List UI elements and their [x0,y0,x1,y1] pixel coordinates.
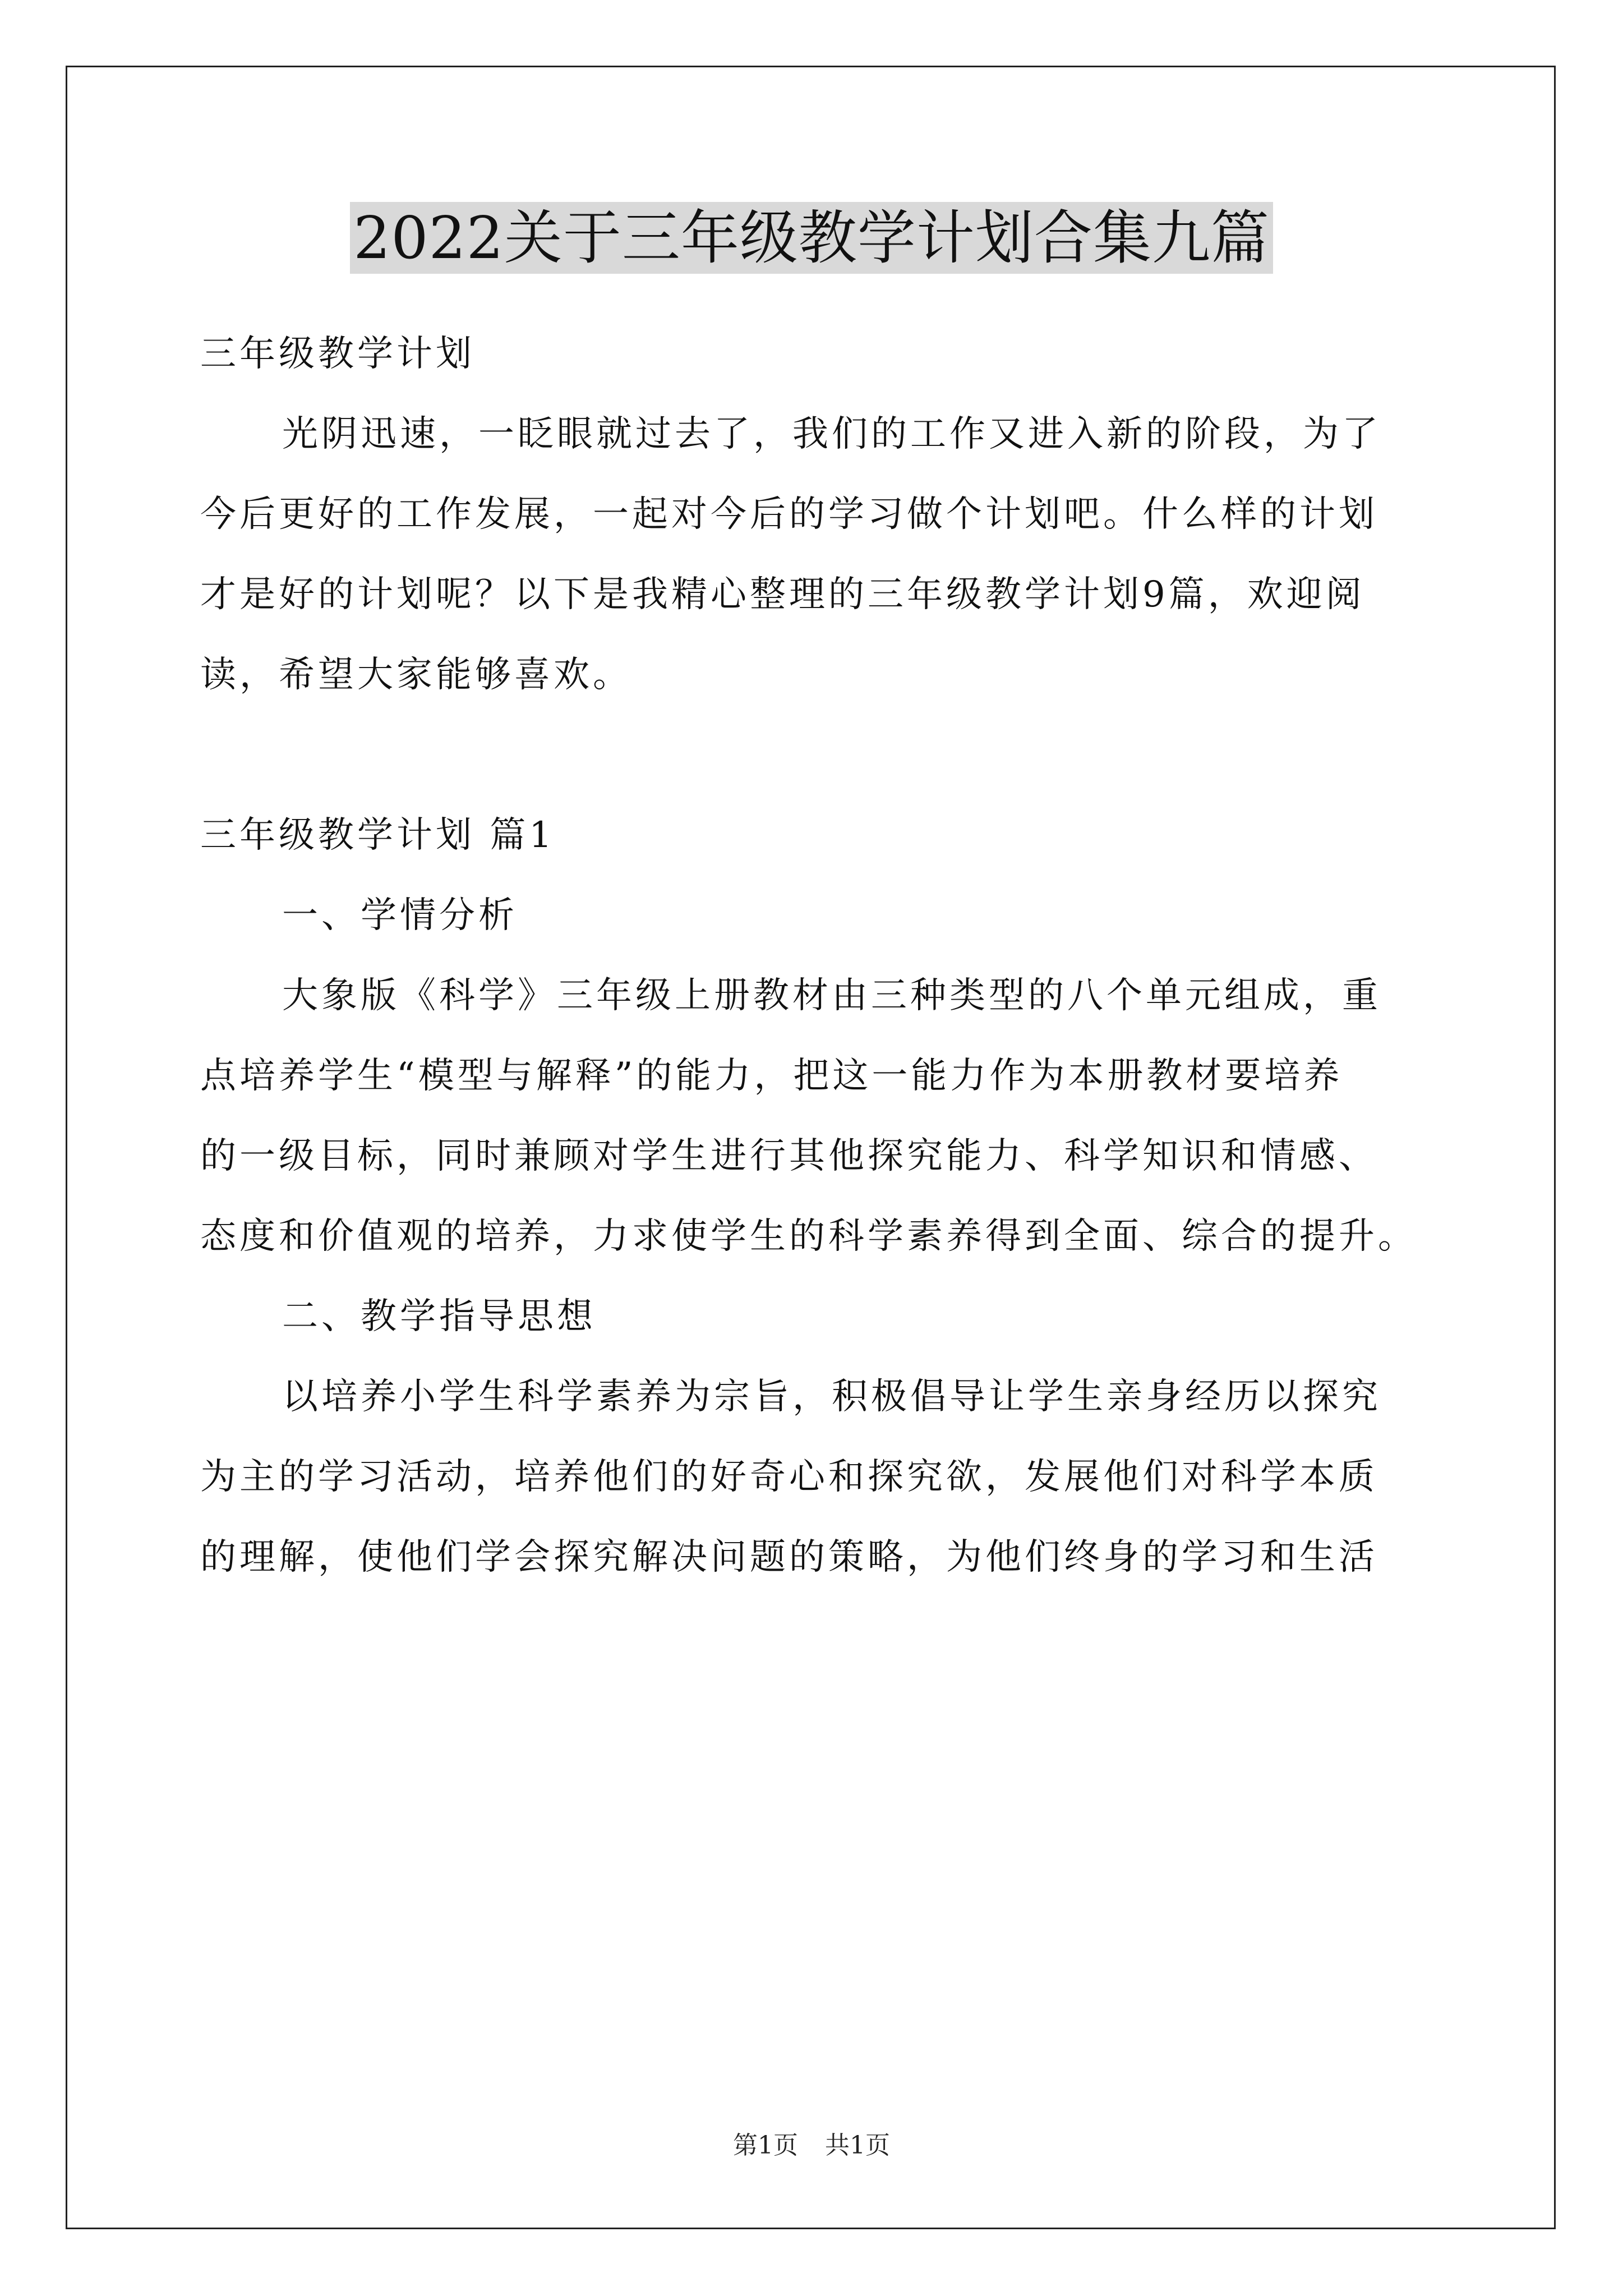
guidance-paragraph-line: 以培养小学生科学素养为宗旨，积极倡导让学生亲身经历以探究 [282,1376,1381,1418]
analysis-paragraph-line: 的一级目标，同时兼顾对学生进行其他探究能力、科学知识和情感、 [200,1135,1378,1177]
page-footer [0,2129,1623,2162]
intro-paragraph-line: 今后更好的工作发展，一起对今后的学习做个计划吧。什么样的计划 [200,494,1378,535]
section-heading-guidance: 二、教学指导思想 [282,1296,596,1337]
guidance-paragraph-line: 的理解，使他们学会探究解决问题的策略，为他们终身的学习和生活 [200,1536,1378,1578]
analysis-paragraph-line: 大象版《科学》三年级上册教材由三种类型的八个单元组成，重 [282,975,1381,1016]
article-heading: 三年级教学计划 篇1 [200,815,556,856]
intro-paragraph-line: 光阴迅速，一眨眼就过去了，我们的工作又进入新的阶段，为了 [282,413,1381,455]
analysis-paragraph-line: 态度和价值观的培养，力求使学生的科学素养得到全面、综合的提升。 [200,1216,1417,1257]
page-number: 第1页 [733,2131,798,2160]
analysis-paragraph-line: 点培养学生“模型与解释”的能力，把这一能力作为本册教材要培养 [200,1055,1343,1097]
title-container [0,202,1623,274]
section-heading-analysis: 一、学情分析 [282,895,518,936]
page-total: 共1页 [825,2131,890,2160]
intro-heading: 三年级教学计划 [200,333,475,375]
intro-paragraph-line: 读，希望大家能够喜欢。 [200,654,632,696]
section-spacer [200,715,1440,795]
document-body [200,314,1440,1598]
guidance-paragraph-line: 为主的学习活动，培养他们的好奇心和探究欲，发展他们对科学本质 [200,1456,1378,1498]
intro-paragraph-line: 才是好的计划呢？以下是我精心整理的三年级教学计划9篇，欢迎阅 [200,574,1365,615]
document-title: 2022关于三年级教学计划合集九篇 [350,202,1273,274]
